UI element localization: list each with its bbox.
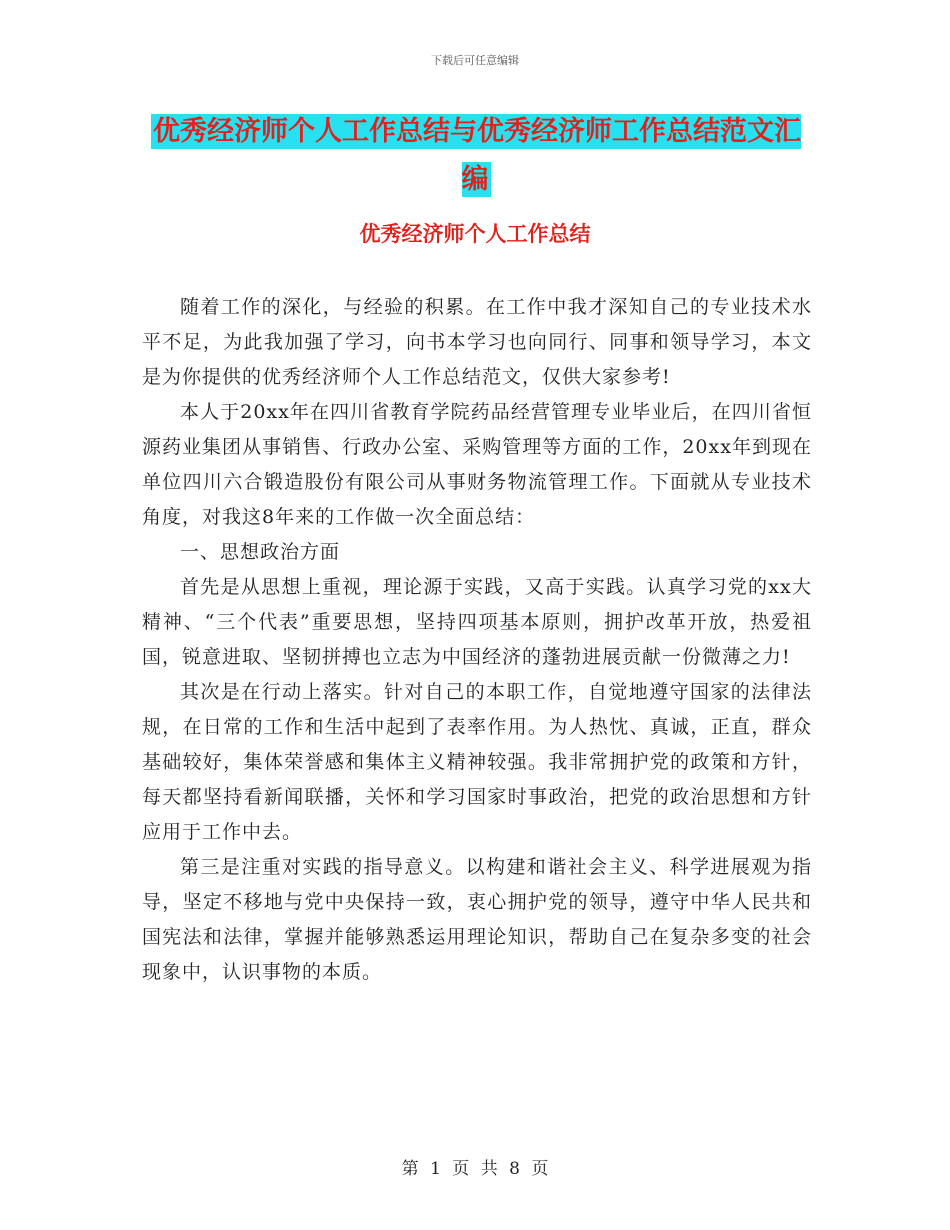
- paragraph: 随着工作的深化，与经验的积累。在工作中我才深知自己的专业技术水平不足，为此我加强了学习，向书本学习也向同行、同事和领导学习，本文是为你提供的优秀经济师个人工作总结范文，仅供大家参考!: [142, 296, 812, 388]
- document-body: [142, 290, 812, 990]
- paragraph: 第三是注重对实践的指导意义。以构建和谐社会主义、科学进展观为指导，坚定不移地与党中央保持一致，衷心拥护党的领导，遵守中华人民共和国宪法和法律，掌握并能够熟悉运用理论知识，帮助自己在复杂多变的社会现象中，认识事物的本质。: [142, 856, 812, 983]
- paragraph: 本人于20xx年在四川省教育学院药品经营管理专业毕业后，在四川省恒源药业集团从事销售、行政办公室、采购管理等方面的工作，20xx年到现在单位四川六合锻造股份有限公司从事财务物流管理工作。下面就从专业技术角度，对我这8年来的工作做一次全面总结：: [142, 401, 812, 528]
- document-title: [142, 108, 810, 204]
- header-note: 下载后可任意编辑: [431, 54, 519, 67]
- page-number: 第 1 页 共 8 页: [401, 1159, 549, 1179]
- paragraph: 首先是从思想上重视，理论源于实践，又高于实践。认真学习党的xx大精神、“三个代表”重要思想，坚持四项基本原则，拥护改革开放，热爱祖国，锐意进取、坚韧拼搏也立志为中国经济的蓬勃进展贡献一份微薄之力!: [142, 576, 812, 668]
- section-title: 优秀经济师个人工作总结: [359, 222, 591, 246]
- document-title-text: 优秀经济师个人工作总结与优秀经济师工作总结范文汇编: [153, 116, 801, 195]
- paragraph: 其次是在行动上落实。针对自己的本职工作，自觉地遵守国家的法律法规，在日常的工作和生活中起到了表率作用。为人热忱、真诚，正直，群众基础较好，集体荣誉感和集体主义精神较强。我非常拥护党的政策和方针，每天都坚持看新闻联播，关怀和学习国家时事政治，把党的政治思想和方针应用于工作中去。: [142, 681, 812, 843]
- paragraph-heading: 一、思想政治方面: [180, 541, 341, 563]
